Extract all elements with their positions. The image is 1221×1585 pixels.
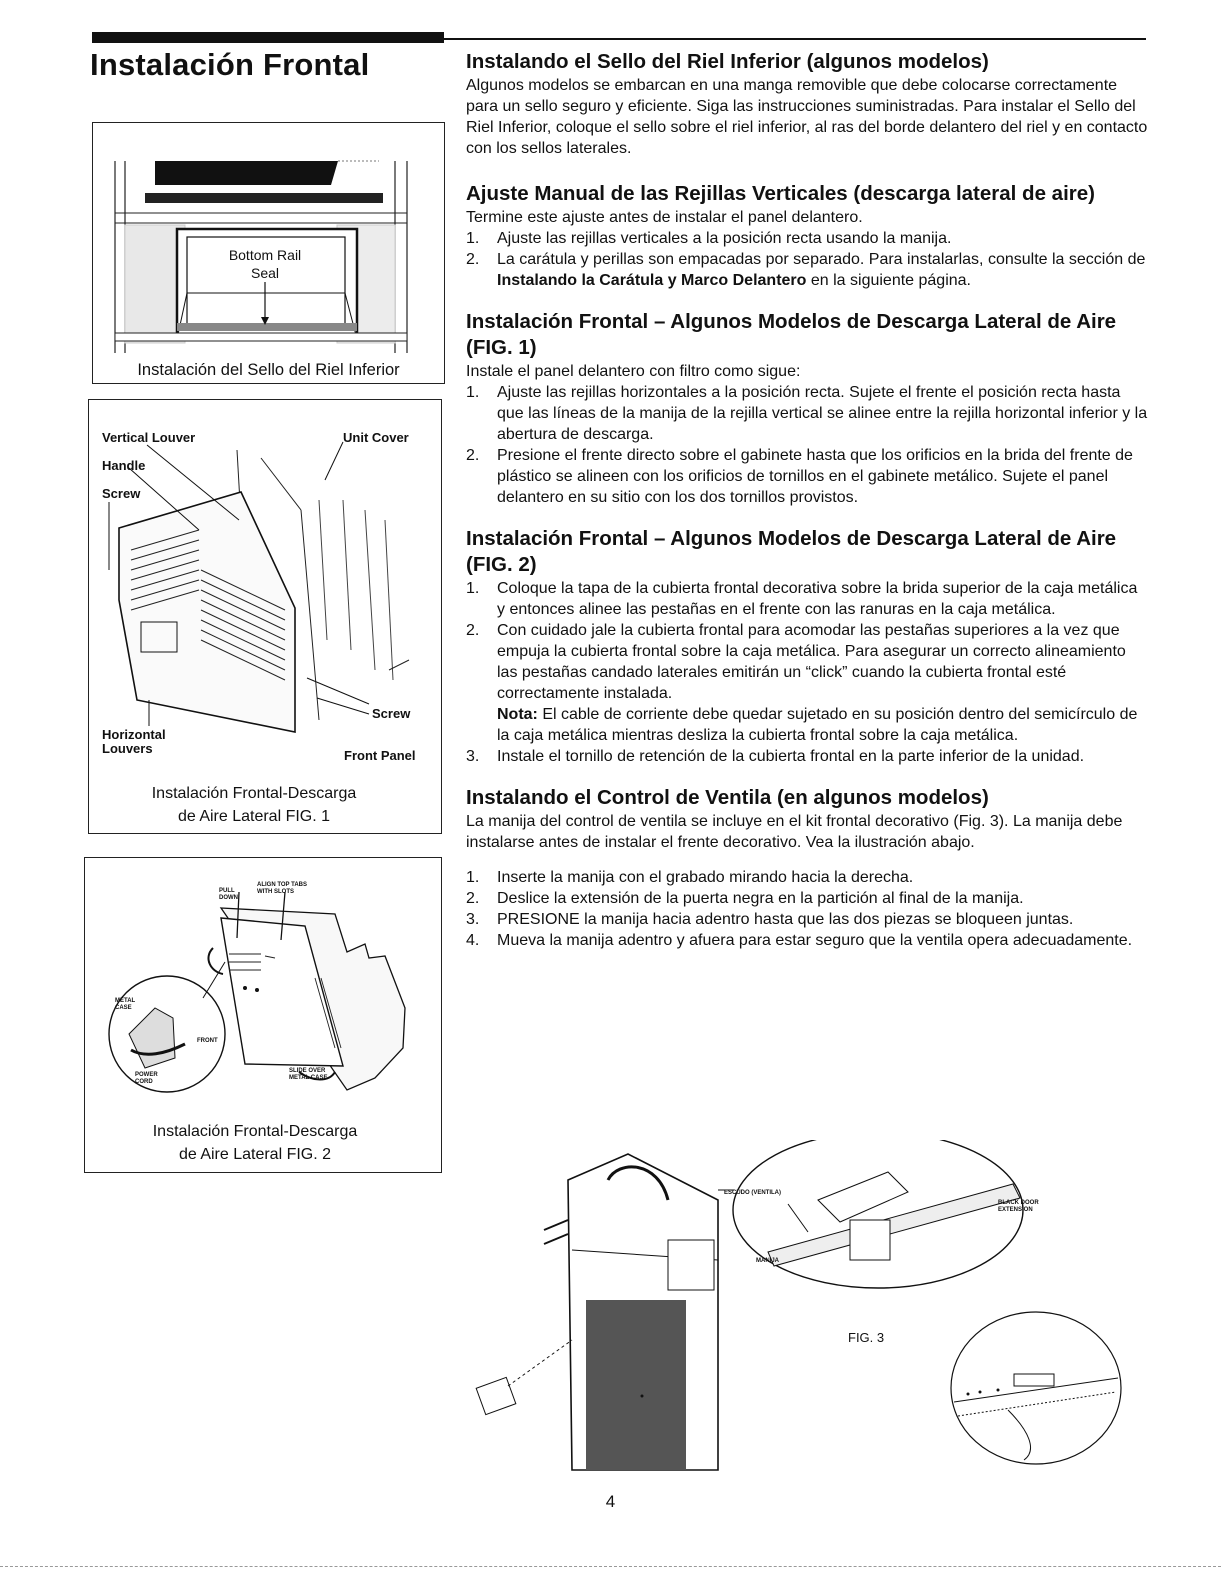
list-item: 2. Deslice la extensión de la puerta negra en la partición al final de la manija. (466, 890, 1024, 907)
power-cord-label: POWER CORD (135, 1072, 158, 1085)
align-tabs-label: ALIGN TOP TABS WITH SLOTS (257, 882, 308, 895)
list-item: 2. Presione el frente directo sobre el gabinete hasta que los orificios en la brida del frente de plástico se alineen con los orificios de tornillos en el gabinete metálico. Sujete el panel delantero en su sitio con los dos tornillos provistos. (466, 447, 1133, 506)
section-heading: Instalación Frontal – Algunos Modelos de Descarga Lateral de Aire (FIG. 1) (466, 310, 1117, 359)
vertical-louver-label: Vertical Louver (102, 430, 196, 445)
section-body: Instale el panel delantero con filtro como sigue: (466, 363, 801, 380)
figure-caption: Instalación del Sello del Riel Inferior (137, 361, 400, 379)
header-rule (444, 38, 1146, 40)
list-item: 1. Ajuste las rejillas horizontales a la posición recta. Sujete el frente el posición recta hasta que las líneas de la manija de la rejilla vertical se alinee entre la rejilla horizontal inferior y la abertura de descarga. (466, 384, 1148, 443)
front-panel-label: Front Panel (344, 748, 416, 763)
page-number: 4 (605, 1492, 616, 1511)
unit-cover-label: Unit Cover (343, 430, 409, 445)
section-front-install-fig1 (466, 309, 1149, 508)
step-list (466, 867, 1149, 951)
figure-1 (88, 399, 442, 834)
list-item: 3. PRESIONE la manija hacia adentro hasta que las dos piezas se bloqueen juntas. (466, 911, 1074, 928)
step-list (466, 578, 1149, 767)
list-item: 2. La carátula y perillas son empacadas por separado. Para instalarlas, consulte la sección de Instalando la Carátula y Marco Delantero en la siguiente página. (466, 251, 1146, 289)
list-item: 2. Con cuidado jale la cubierta frontal para acomodar las pestañas superiores a la vez que empuja la cubierta frontal sobre la caja metálica. Para asegurar un correcto alineamiento las pestañas candado laterales emitirán un “click” cuando la cubierta frontal esté correctamente instalada. Nota: El cable de corriente debe quedar sujetado en su posición dentro del semicírculo de la caja metálica mientras desliza la cubierta frontal sobre la caja metálica. (466, 622, 1138, 744)
list-item: 4. Mueva la manija adentro y afuera para estar seguro que la ventila opera adecuadamente. (466, 932, 1133, 949)
section-body: Algunos modelos se embarcan en una manga removible que debe colocarse correctamente para un sello seguro y eficiente. Siga las instrucciones suministradas. Para instalar el Sello del Riel Inferior, coloque el sello sobre el riel inferior, al ras del borde delantero del riel y en contacto con los sellos laterales. (466, 77, 1148, 157)
figure-3 (468, 1140, 1128, 1480)
step-list (466, 382, 1149, 508)
pull-down-label: PULL DOWN (219, 888, 238, 901)
list-item: 3. Instale el tornillo de retención de la cubierta frontal en la parte inferior de la unidad. (466, 748, 1085, 765)
bottom-rail-seal-label: Bottom Rail Seal (225, 246, 305, 282)
bottom-rail-seal-illustration (93, 123, 444, 358)
escudo-label: ESCUDO (VENTILA) (724, 1190, 781, 1196)
front-label: FRONT (197, 1038, 218, 1044)
note-label: Nota: (497, 706, 538, 723)
screw-label-left: Screw (102, 486, 141, 501)
section-body: Termine este ajuste antes de instalar el panel delantero. (466, 209, 863, 226)
section-vent-control (466, 785, 1149, 951)
step-list (466, 228, 1149, 291)
section-heading: Instalación Frontal – Algunos Modelos de Descarga Lateral de Aire (FIG. 2) (466, 527, 1117, 576)
section-vertical-louvers (466, 181, 1149, 291)
horizontal-louvers-label: Horizontal Louvers (102, 727, 166, 756)
page-title: Instalación Frontal (90, 47, 370, 82)
vent-control-illustration (468, 1140, 1128, 1480)
section-heading: Instalando el Sello del Riel Inferior (algunos modelos) (466, 50, 989, 73)
manija-label: MANIJA (756, 1258, 780, 1264)
handle-label: Handle (102, 458, 146, 473)
figure-bottom-rail-seal (92, 122, 445, 384)
section-heading: Instalando el Control de Ventila (en algunos modelos) (466, 786, 989, 809)
cross-reference: Instalando la Carátula y Marco Delantero (497, 272, 807, 289)
section-bottom-rail-seal (466, 49, 1149, 159)
list-item: 1. Coloque la tapa de la cubierta frontal decorativa sobre la brida superior de la caja metálica y entonces alinee las pestañas en el frente con las ranuras en la caja metálica. (466, 580, 1138, 618)
black-door-label: BLACK DOOR EXTENSION (998, 1200, 1039, 1213)
list-item: 1. Inserte la manija con el grabado mirando hacia la derecha. (466, 869, 914, 886)
section-heading: Ajuste Manual de las Rejillas Verticales (descarga lateral de aire) (466, 182, 1095, 205)
figure-caption: Instalación Frontal-Descarga de Aire Lateral FIG. 2 (152, 1123, 358, 1163)
figure-2 (84, 857, 442, 1173)
header-bar (92, 32, 444, 43)
bottom-rule (0, 1566, 1221, 1568)
figure-caption: Instalación Frontal-Descarga de Aire Lateral FIG. 1 (151, 785, 357, 825)
screw-label-right: Screw (372, 706, 411, 721)
metal-case-label: METAL CASE (115, 998, 136, 1011)
section-body: La manija del control de ventila se incluye en el kit frontal decorativo (Fig. 3). La manija debe instalarse antes de instalar el frente decorativo. Vea la ilustración abajo. (466, 813, 1123, 851)
section-front-install-fig2 (466, 526, 1149, 767)
slide-over-label: SLIDE OVER METAL CASE (289, 1068, 328, 1081)
list-item: 1. Ajuste las rejillas verticales a la posición recta usando la manija. (466, 230, 952, 247)
content-column (466, 49, 1149, 965)
fig3-label: FIG. 3 (848, 1330, 885, 1345)
